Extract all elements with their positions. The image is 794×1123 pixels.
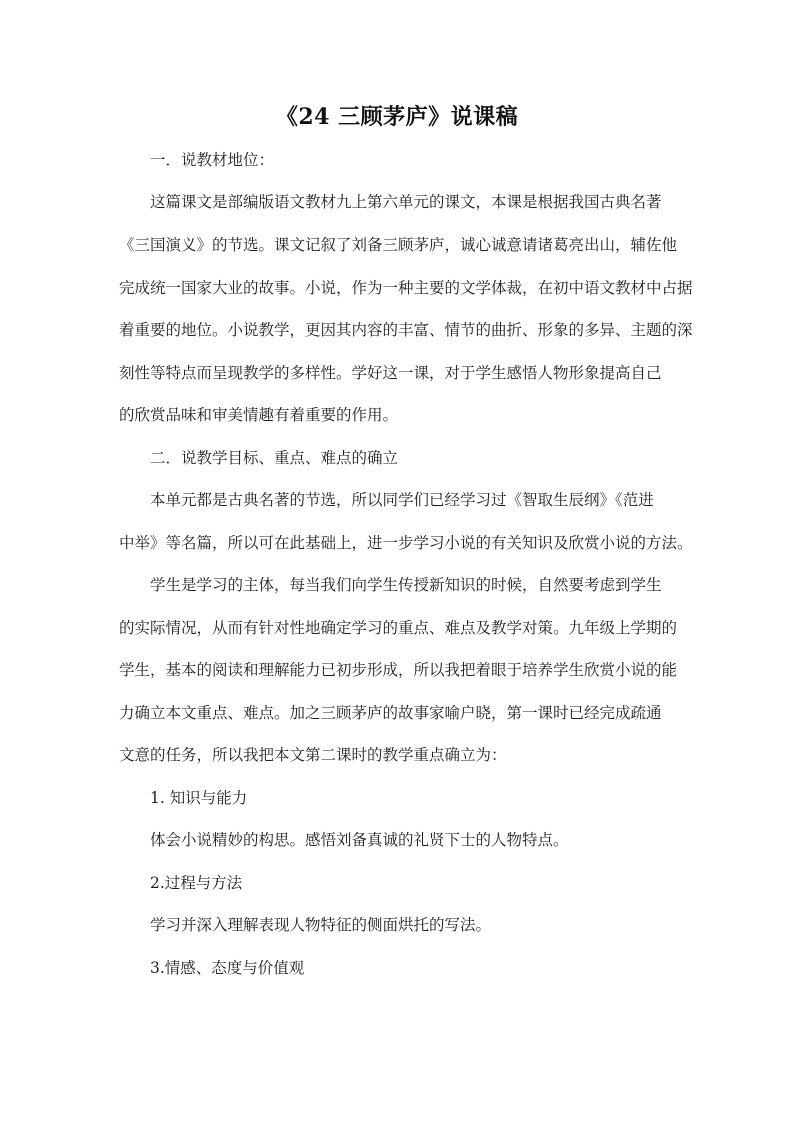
goal-heading-knowledge: 1. 知识与能力 — [150, 789, 248, 807]
paragraph-line: 学生，基本的阅读和理解能力已初步形成，所以我把着眼于培养学生欣赏小说的能 — [119, 661, 678, 679]
section-heading-2: 二．说教学目标、重点、难点的确立 — [150, 449, 399, 467]
paragraph-line: 刻性等特点而呈现教学的多样性。学好这一课，对于学生感悟人物形象提高自己 — [119, 364, 662, 382]
document-title: 《24 三顾茅庐》说课稿 — [275, 104, 519, 130]
paragraph-line: 学生是学习的主体，每当我们向学生传授新知识的时候，自然要考虑到学生 — [150, 576, 662, 594]
section-heading-1: 一．说教材地位： — [150, 151, 275, 169]
paragraph-line: 本单元都是古典名著的节选，所以同学们已经学习过《智取生辰纲》《范进 — [150, 491, 654, 509]
paragraph-line: 的实际情况，从而有针对性地确定学习的重点、难点及教学对策。九年级上学期的 — [119, 619, 678, 637]
paragraph-line: 着重要的地位。小说教学，更因其内容的丰富、情节的曲折、形象的多异、主题的深 — [119, 321, 693, 339]
paragraph-line: 《三国演义》的节选。课文记叙了刘备三顾茅庐，诚心诚意请诸葛亮出山，辅佐他 — [119, 236, 678, 254]
goal-heading-process: 2.过程与方法 — [150, 874, 243, 892]
goal-text-knowledge: 体会小说精妙的构思。感悟刘备真诚的礼贤下士的人物特点。 — [150, 831, 569, 849]
paragraph-line: 完成统一国家大业的故事。小说，作为一种主要的文学体裁，在初中语文教材中占据 — [119, 279, 693, 297]
paragraph-line: 中举》等名篇，所以可在此基础上，进一步学习小说的有关知识及欣赏小说的方法。 — [119, 534, 693, 552]
paragraph-line: 的欣赏品味和审美情趣有着重要的作用。 — [119, 406, 399, 424]
goal-text-process: 学习并深入理解表现人物特征的侧面烘托的写法。 — [150, 916, 492, 934]
goal-heading-values: 3.情感、态度与价值观 — [150, 959, 305, 977]
paragraph-line: 这篇课文是部编版语文教材九上第六单元的课文，本课是根据我国古典名著 — [150, 193, 662, 211]
paragraph-line: 文意的任务，所以我把本文第二课时的教学重点确立为： — [119, 746, 507, 764]
paragraph-line: 力确立本文重点、难点。加之三顾茅庐的故事家喻户晓，第一课时已经完成疏通 — [119, 704, 662, 722]
